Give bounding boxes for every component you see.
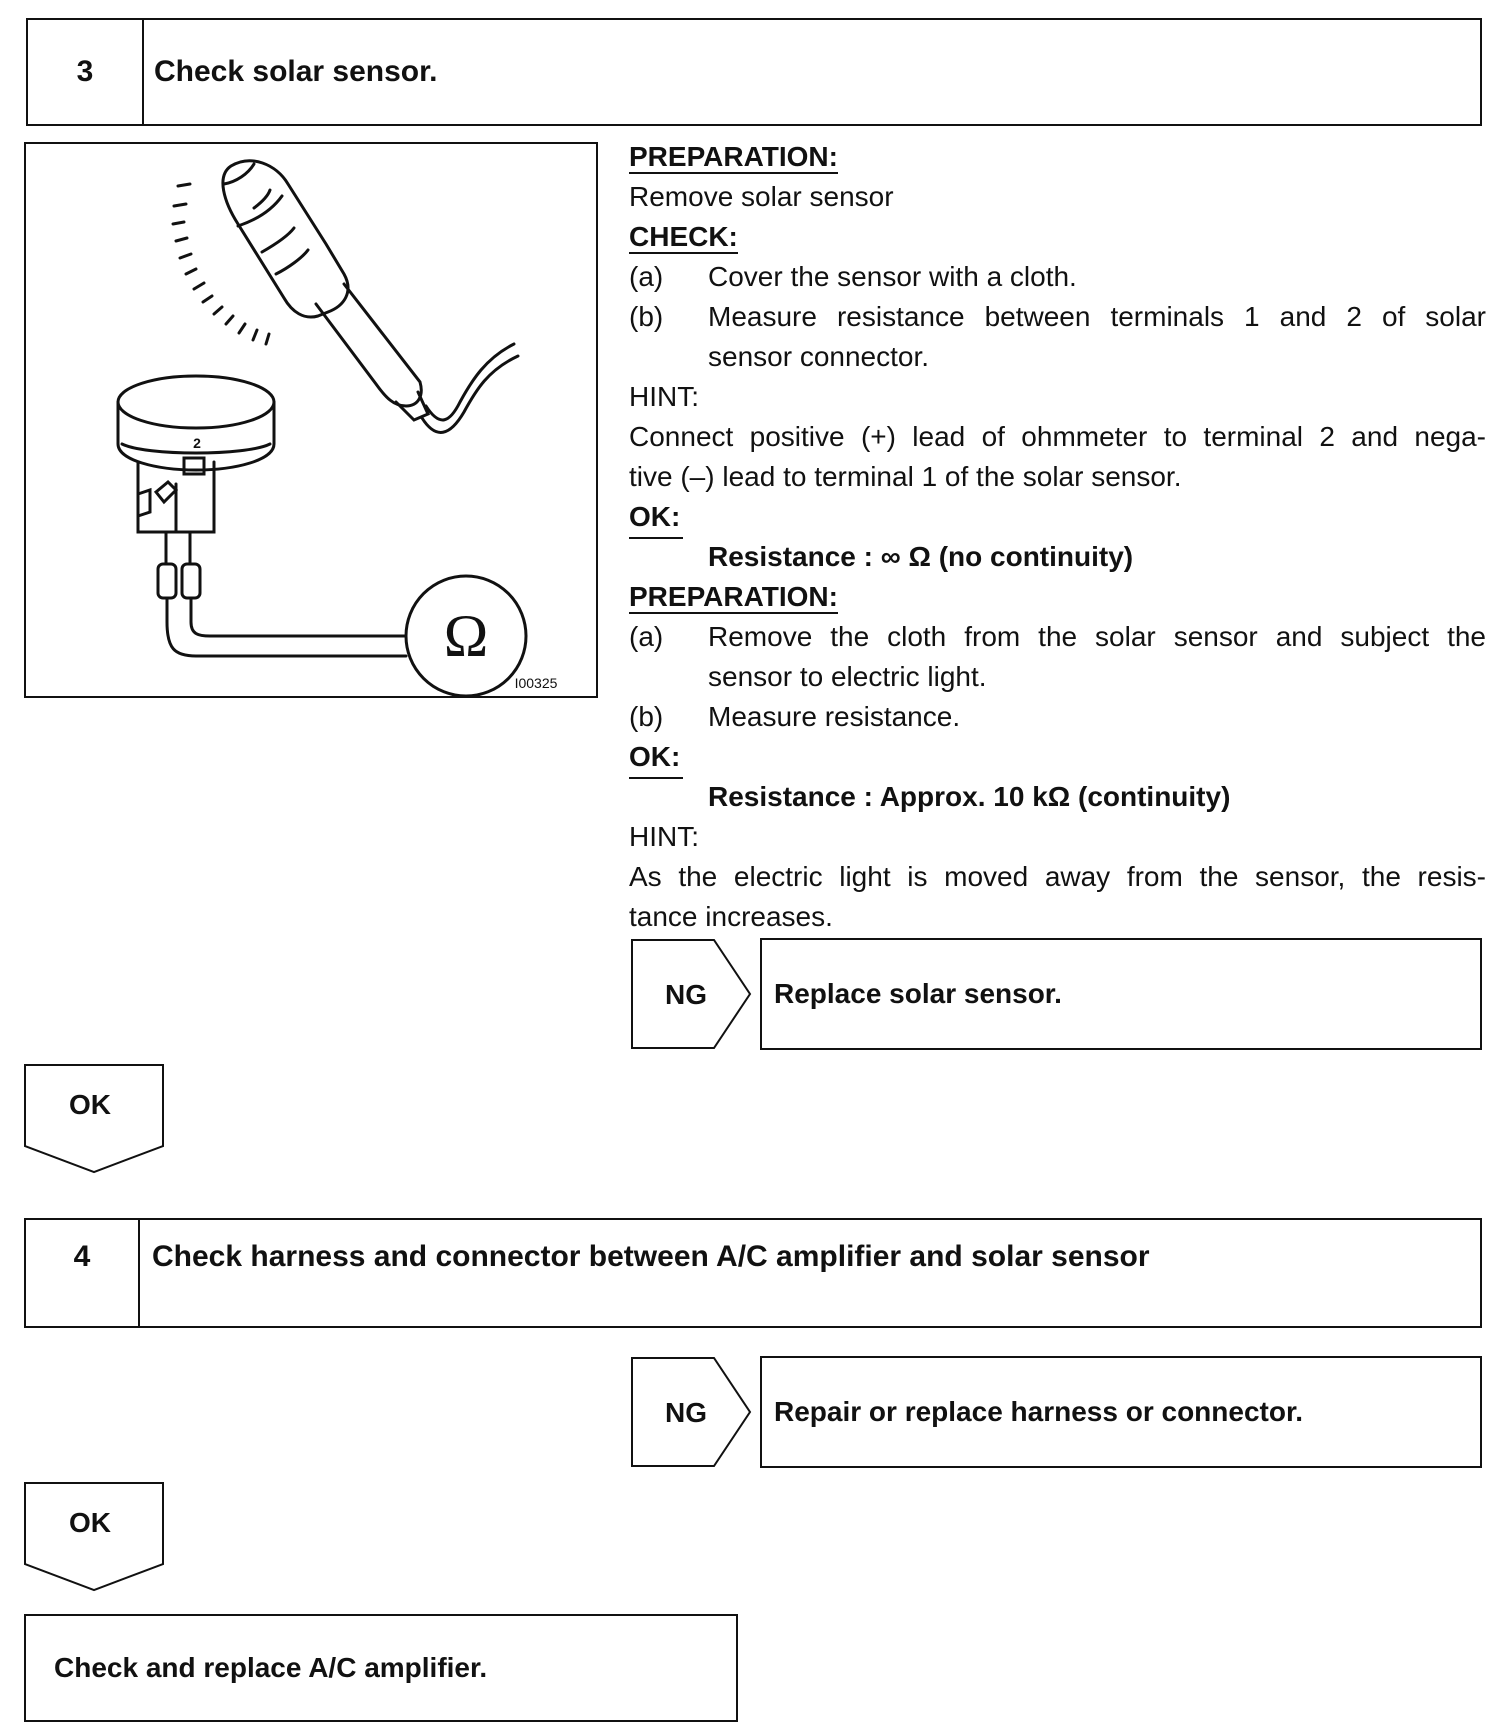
ng-1-result: Replace solar sensor. <box>760 938 1482 1050</box>
step-3-number: 3 <box>28 20 144 124</box>
ok-2-label: OK <box>69 1507 111 1538</box>
ok-1-arrow <box>24 1064 166 1174</box>
step-3-header <box>26 18 1482 126</box>
ok1-underline <box>629 537 683 539</box>
prep2-a-text-1: Remove the cloth from the solar sensor and subject the <box>708 621 1486 652</box>
hint2-text-2: tance increases. <box>629 901 833 932</box>
prep2-b-label: (b) <box>629 701 664 732</box>
omega-symbol: Ω <box>443 603 489 669</box>
ng-2-result: Repair or replace harness or connector. <box>760 1356 1482 1468</box>
hint1-heading: HINT: <box>629 381 699 412</box>
check-b-label: (b) <box>629 301 664 332</box>
ok1-text: Resistance : ∞ Ω (no continuity) <box>708 541 1134 572</box>
hint2-heading: HINT: <box>629 821 699 852</box>
check-a-text: Cover the sensor with a cloth. <box>708 261 1077 292</box>
prep2-a-label: (a) <box>629 621 664 652</box>
check-b-text-1: Measure resistance between terminals 1 and 2 of solar <box>708 301 1486 332</box>
ok2-text: Resistance : Approx. 10 kΩ (continuity) <box>708 781 1231 812</box>
prep2-a-text-2: sensor to electric light. <box>708 661 987 692</box>
hint1-text-1: Connect positive (+) lead of ohmmeter to terminal 2 and nega- <box>629 421 1486 452</box>
ok1-heading: OK: <box>629 501 681 532</box>
ok-2-arrow <box>24 1482 166 1592</box>
ng-2-arrow <box>630 1356 754 1468</box>
step-4-number: 4 <box>26 1220 140 1326</box>
ok2-underline <box>629 777 683 779</box>
ok-1-label: OK <box>69 1089 111 1120</box>
figure-code: I00325 <box>514 675 558 691</box>
step-4-header <box>24 1218 1482 1328</box>
prep1-heading: PREPARATION: <box>629 141 838 172</box>
hint1-text-2: tive (–) lead to terminal 1 of the solar sensor. <box>629 461 1182 492</box>
check-b-text-2: sensor connector. <box>708 341 930 372</box>
hint2-text-1: As the electric light is moved away from the sensor, the resis- <box>629 861 1486 892</box>
solar-sensor-illustration <box>26 144 596 696</box>
ng-1-label: NG <box>665 979 707 1010</box>
ng-2-label: NG <box>665 1397 707 1428</box>
step-3-title: Check solar sensor. <box>154 55 438 88</box>
step-4-title: Check harness and connector between A/C amplifier and solar sensor <box>152 1240 1150 1273</box>
prep2-heading: PREPARATION: <box>629 581 838 612</box>
prep1-text: Remove solar sensor <box>629 181 894 212</box>
ok2-heading: OK: <box>629 741 681 772</box>
ng-1-arrow <box>630 938 754 1050</box>
prep2-b-text: Measure resistance. <box>708 701 961 732</box>
final-action: Check and replace A/C amplifier. <box>24 1614 738 1722</box>
solar-sensor-figure <box>24 142 598 698</box>
check-heading: CHECK: <box>629 221 738 252</box>
sensor-clip-label: 2 <box>193 435 201 451</box>
check-a-label: (a) <box>629 261 664 292</box>
